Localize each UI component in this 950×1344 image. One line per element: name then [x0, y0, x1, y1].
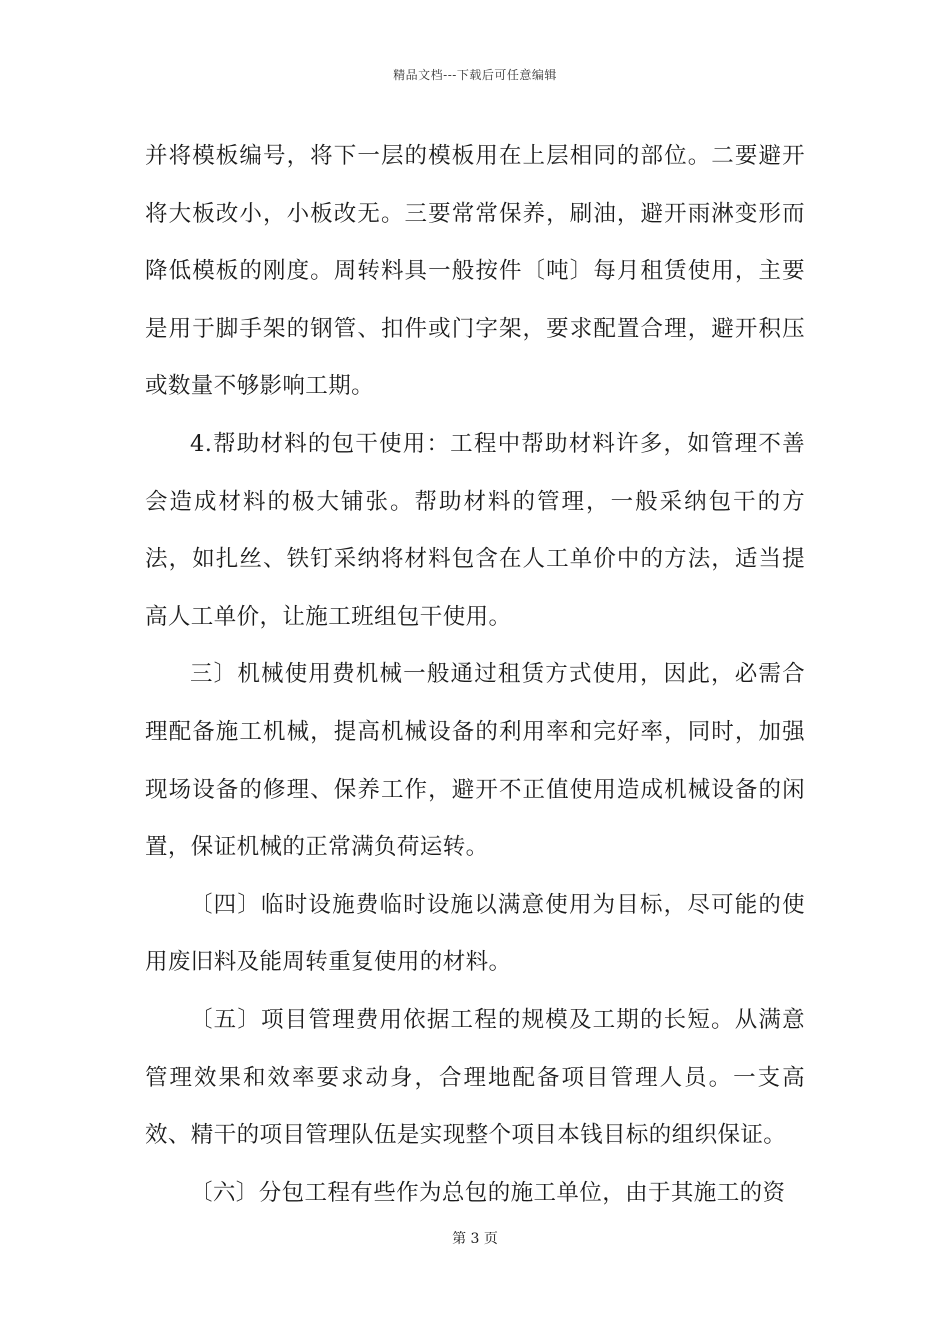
page-number: 第 3 页	[452, 1231, 498, 1247]
paragraph-temporary-facilities: 〔四〕临时设施费临时设施以满意使用为目标，尽可能的使用废旧料及能周转重复使用的材料。	[145, 891, 805, 976]
paragraph-project-management-cost: 〔五〕项目管理费用依据工程的规模及工期的长短。从满意管理效果和效率要求动身，合理地配备项目管理人员。一支高效、精干的项目管理队伍是实现整个项目本钱目标的组织保证。	[145, 1006, 805, 1149]
page-header: 精品文档---下载后可任意编辑	[393, 68, 557, 82]
paragraph-subcontracting: 〔六〕分包工程有些作为总包的施工单位，由于其施工的资	[190, 1179, 786, 1206]
paragraph-auxiliary-materials: 4.帮助材料的包干使用：工程中帮助材料许多，如管理不善会造成材料的极大铺张。帮助材料的管理，一般采纳包干的方法，如扎丝、铁钉采纳将材料包含在人工单价中的方法，适当提高人工单价，让施工班组包干使用。	[145, 430, 805, 630]
document-body	[145, 128, 805, 1222]
paragraph-template-management: 并将模板编号，将下一层的模板用在上层相同的部位。二要避开将大板改小，小板改无。三要常常保养，刷油，避开雨淋变形而降低模板的刚度。周转料具一般按件〔吨〕每月租赁使用，主要是用于脚手架的钢管、扣件或门字架，要求配置合理，避开积压或数量不够影响工期。	[145, 143, 805, 400]
paragraph-machinery-cost: 三〕机械使用费机械一般通过租赁方式使用，因此，必需合理配备施工机械，提高机械设备的利用率和完好率，同时，加强现场设备的修理、保养工作，避开不正值使用造成机械设备的闲置，保证机械的正常满负荷运转。	[145, 661, 805, 861]
